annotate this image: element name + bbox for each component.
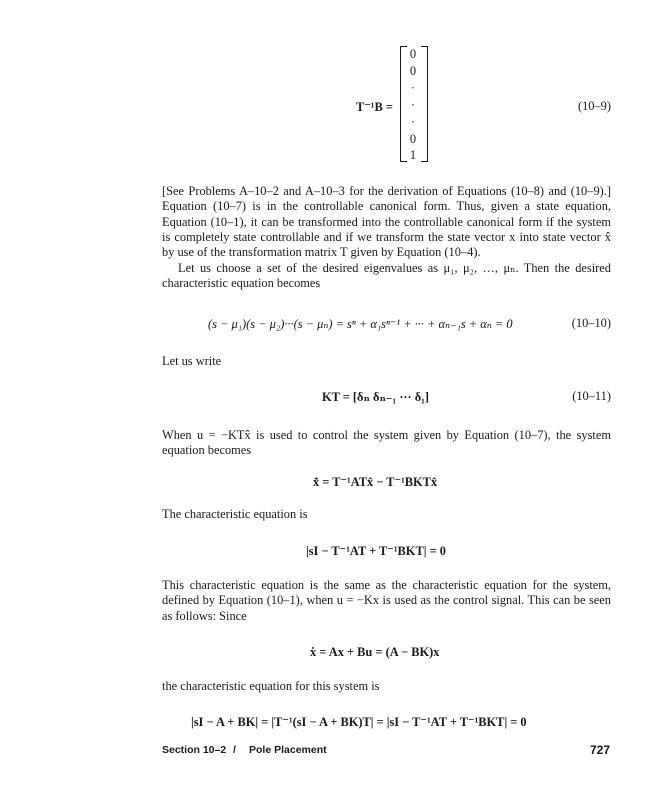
char-eq-system-intro: the characteristic equation for this system is (162, 679, 380, 693)
paragraph-3: When u = −KTx̂ is used to control the system given by Equation (10–7), the system equation becomes (162, 428, 611, 458)
paragraph-4: This characteristic equation is the same as the characteristic equation for the system, defined by Equation (10–1), when u = −Kx is used as the control signal. This can be seen as follows: Since (162, 578, 611, 623)
eq10-11-number: (10–11) (572, 389, 611, 403)
eq-xhat-dot: x̂̇ = T⁻¹ATx̂ − T⁻¹BKTx̂ (313, 475, 438, 489)
vector-entry: 1 (409, 148, 417, 162)
eq-final: |sI − A + BK| = |T⁻¹(sI − A + BK)T| = |sI − T⁻¹AT + T⁻¹BKT| = 0 (191, 715, 527, 729)
eq10-10-number: (10–10) (571, 316, 611, 330)
eq-characteristic: |sI − T⁻¹AT + T⁻¹BKT| = 0 (306, 544, 446, 558)
eq-xdot: ẋ = Ax + Bu = (A − BK)x (310, 645, 440, 659)
eq10-10: (s − μ₁)(s − μ₂)···(s − μₙ) = sⁿ + α₁sⁿ⁻¹ + ··· + αₙ₋₁s + αₙ = 0 (208, 317, 513, 331)
char-eq-intro: The characteristic equation is (162, 507, 308, 521)
eq10-9-lhs: T⁻¹B = (356, 100, 393, 114)
paragraph-1: [See Problems A–10–2 and A–10–3 for the derivation of Equations (10–8) and (10–9).] Equation (10–7) is in the controllable canonical form. Thus, given a state equation, Equation (10–1), it can be transformed into the controllable canonical form if the system is completely state controllable and if we transform the state vector x into state vector x̂ by use of the transformation matrix T given by Equation (10–4). (162, 184, 611, 260)
vector-entry: · (410, 81, 416, 95)
let-us-write: Let us write (162, 354, 222, 368)
vector-entry: 0 (409, 64, 417, 78)
page-number: 727 (589, 743, 610, 757)
vector-entry: · (410, 115, 416, 129)
footer-separator: / (233, 744, 236, 756)
vector-entry: · (410, 98, 416, 112)
footer-title: Pole Placement (249, 744, 327, 756)
vector-entry: 0 (409, 132, 417, 146)
vector-entry: 0 (409, 47, 417, 61)
paragraph-2: Let us choose a set of the desired eigenvalues as μ₁, μ₂, …, μₙ. Then the desired characteristic equation becomes (162, 261, 611, 291)
eq10-9-number: (10–9) (577, 99, 611, 113)
footer-section: Section 10–2 (162, 744, 227, 756)
eq10-11: KT = [δₙ δₙ₋₁ ··· δ₁] (322, 390, 430, 404)
